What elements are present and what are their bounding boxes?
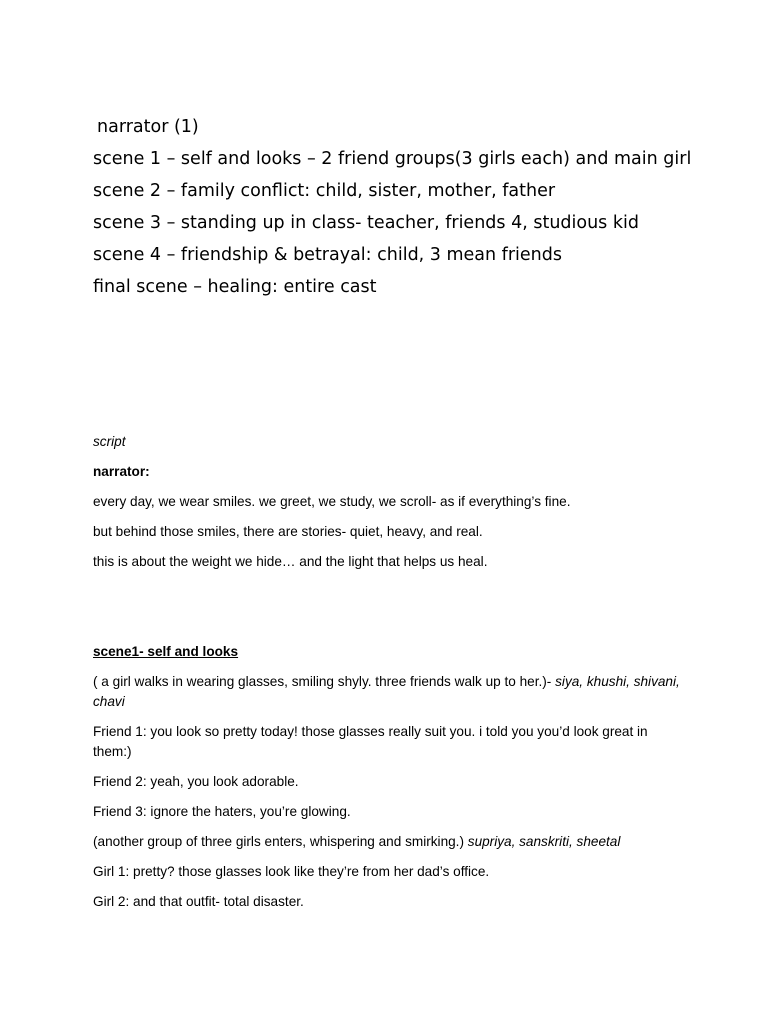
scene-1-direction-2	[93, 832, 683, 852]
narrator-line-3: this is about the weight we hide… and the light that helps us heal.	[93, 554, 488, 569]
direction-names: siya, khushi, shivani, chavi	[93, 674, 680, 709]
direction-text: ( a girl walks in wearing glasses, smiling shyly. three friends walk up to her.)-	[93, 674, 556, 689]
friend-1-line: Friend 1: you look so pretty today! those glasses really suit you. i told you you’d look great in them:)	[93, 724, 648, 759]
spacer	[93, 582, 683, 642]
script-section	[93, 432, 683, 922]
narrator-heading: narrator:	[93, 464, 150, 479]
narrator-line-2: but behind those smiles, there are stories- quiet, heavy, and real.	[93, 524, 483, 539]
friend-3-line: Friend 3: ignore the haters, you’re glowing.	[93, 804, 351, 819]
script-label: script	[93, 434, 126, 449]
narrator-line-1: every day, we wear smiles. we greet, we study, we scroll- as if everything’s fine.	[93, 494, 571, 509]
friend-2-line: Friend 2: yeah, you look adorable.	[93, 774, 299, 789]
scene-1-heading: scene1- self and looks	[93, 644, 239, 659]
girl-2-line: Girl 2: and that outfit- total disaster.	[93, 894, 304, 909]
direction-text: (another group of three girls enters, whispering and smirking.)	[93, 834, 468, 849]
outline-scene-4: scene 4 – friendship & betrayal: child, 3 mean friends	[93, 245, 562, 265]
outline-narrator: narrator (1)	[97, 117, 199, 137]
outline-scene-3: scene 3 – standing up in class- teacher, friends 4, studious kid	[93, 213, 639, 233]
cast-outline	[93, 116, 693, 308]
outline-scene-2: scene 2 – family conflict: child, sister, mother, father	[93, 181, 556, 201]
girl-1-line: Girl 1: pretty? those glasses look like they’re from her dad’s office.	[93, 864, 490, 879]
direction-names: supriya, sanskriti, sheetal	[467, 834, 621, 849]
outline-final-scene: final scene – healing: entire cast	[93, 277, 377, 297]
scene-1-direction-1	[93, 672, 683, 712]
outline-scene-1: scene 1 – self and looks – 2 friend groups(3 girls each) and main girl	[93, 149, 692, 169]
